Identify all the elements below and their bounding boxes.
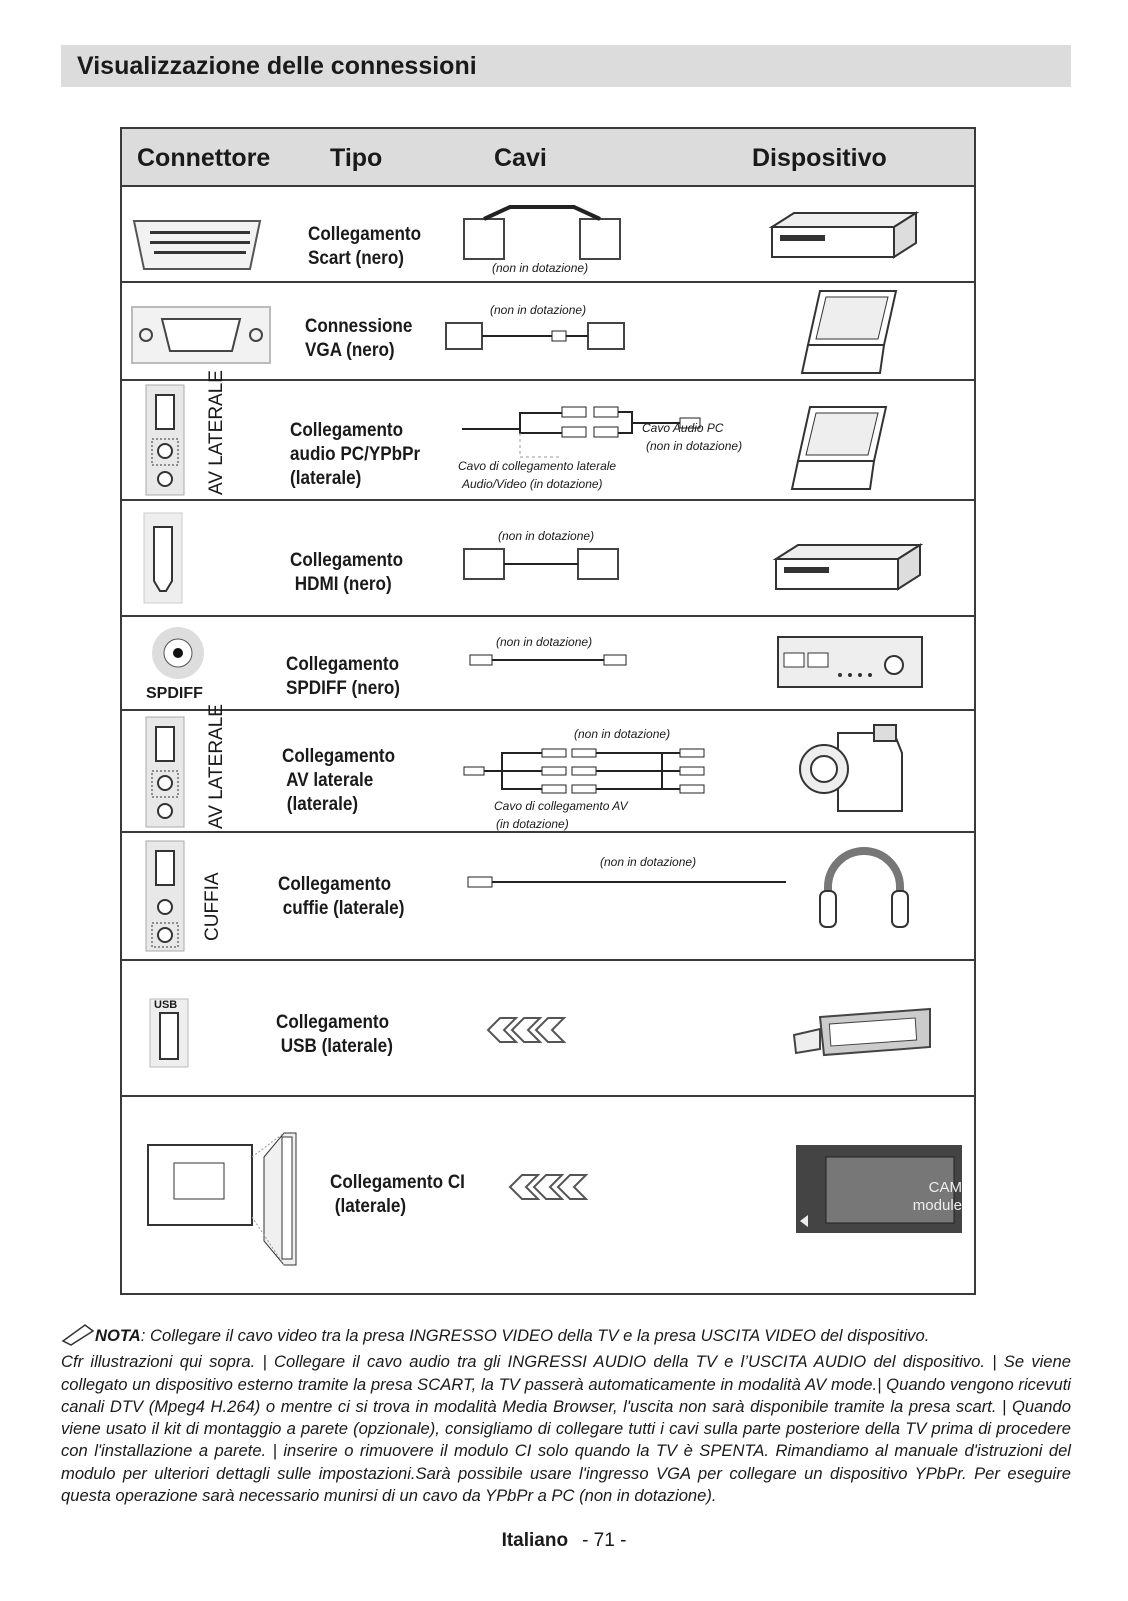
cable-note-c: Cavo di collegamento laterale: [458, 459, 617, 473]
table-row-ci: [122, 1097, 974, 1295]
type-label: Collegamento SPDIFF (nero): [286, 654, 401, 699]
laptop-icon: [790, 405, 890, 497]
page-title-bar: [61, 45, 1071, 87]
header-device: Dispositivo: [752, 144, 887, 172]
cable-note: (non in dotazione): [492, 261, 589, 275]
type-label: Collegamento HDMI (nero): [290, 550, 404, 595]
note-first-text: : Collegare il cavo video tra la presa INGRESSO VIDEO della TV e la presa USCITA VIDEO del dispositivo.: [140, 1326, 930, 1345]
note-first-line: [61, 1323, 1071, 1347]
tv-rear-icon: [144, 1117, 324, 1277]
table-row-hdmi: [122, 501, 974, 617]
av-cable-icon: [462, 741, 742, 801]
table-row-av-side: [122, 704, 974, 833]
side-av-panel-icon: [146, 717, 186, 827]
table-row-scart: [122, 185, 974, 283]
vga-cable-icon: [444, 321, 634, 361]
type-label: Connessione VGA (nero): [305, 316, 413, 361]
spdiff-cable-icon: [464, 651, 644, 671]
table-row-vga: [122, 283, 974, 381]
table-row-audio-pc: [122, 370, 974, 501]
table-header: [122, 129, 974, 187]
note-section: [61, 1323, 1071, 1511]
dvd-player-icon: [770, 211, 920, 261]
hdmi-cable-icon: [462, 547, 632, 587]
cable-note-a: Cavo Audio PC: [642, 421, 724, 435]
table-row-spdiff: [122, 617, 974, 711]
header-cables: Cavi: [494, 144, 547, 172]
hdmi-connector-icon: [144, 513, 184, 605]
cam-module-label: CAM module: [912, 1179, 962, 1214]
note-body: Cfr illustrazioni qui sopra. | Collegare il cavo audio tra gli INGRESSI AUDIO della TV e l’USCITA AUDIO del dispositivo. | Se viene collegato un dispositivo esterno tramite la presa SCART, la TV passerà automaticamente in modalità AV mode.| Quando vengono ricevuti canali DTV (Mpeg4 H.264) o mentre ci si trova in modalità Media Browser, l'uscita non sarà disponibile tramite la presa scart. | Quando viene usato il kit di montaggio a parete (opzionale), consigliamo di collegare tutti i cavi sulla parte posteriore della TV prima di procedere con l'installazione a parete. | inserire o rimuovere il modulo CI solo quando la TV è SPENTA. Rimandiamo al manuale d'istruzioni del modulo per ulteriori dettagli sulle impostazioni.Sarà possibile usare l'ingresso VGA per collegare un dispositivo YPbPr. Per eseguire questa operazione sarà necessario munirsi di un cavo da YPbPr a PC (non in dotazione).: [61, 1352, 1071, 1506]
type-label: Collegamento USB (laterale): [276, 1012, 393, 1057]
footer-language: Italiano: [501, 1530, 569, 1551]
page-footer: [0, 1530, 1128, 1552]
page-number: - 71 -: [582, 1530, 627, 1551]
headphone-cable-icon: [462, 873, 792, 893]
scart-connector-icon: [132, 217, 272, 277]
table-row-usb: [122, 961, 974, 1097]
cable-note: (non in dotazione): [490, 303, 587, 317]
arrow-chevrons-icon: [502, 1173, 592, 1203]
cable-note: (non in dotazione): [600, 855, 697, 869]
side-av-panel-icon: [146, 385, 186, 495]
spdiff-connector-icon: [150, 625, 206, 681]
type-label: Collegamento CI (laterale): [330, 1172, 465, 1217]
dvd-player-icon: [774, 543, 924, 593]
header-type: Tipo: [330, 144, 383, 172]
side-av-panel-icon: [146, 841, 186, 951]
note-label: NOTA: [95, 1326, 141, 1345]
cable-note-d: (in dotazione): [496, 817, 569, 831]
cable-note: (non in dotazione): [498, 529, 595, 543]
type-label: Collegamento audio PC/YPbPr (laterale): [290, 420, 421, 489]
table-row-headphones: [122, 833, 974, 961]
camcorder-icon: [798, 723, 908, 823]
vga-connector-icon: [132, 307, 272, 367]
cable-note: (non in dotazione): [574, 727, 671, 741]
cable-note: (non in dotazione): [496, 635, 593, 649]
page-title: Visualizzazione delle connessioni: [77, 52, 477, 80]
connector-label: USB: [154, 999, 178, 1011]
usb-stick-icon: [790, 1007, 940, 1063]
cable-note-d: Audio/Video (in dotazione): [462, 477, 603, 491]
connector-label: SPDIFF: [146, 685, 203, 702]
cable-note-b: (non in dotazione): [646, 439, 743, 453]
side-label: AV LATERALE: [206, 704, 227, 829]
side-label: CUFFIA: [202, 872, 223, 941]
arrow-chevrons-icon: [480, 1016, 570, 1046]
side-label: AV LATERALE: [206, 370, 227, 495]
scart-cable-icon: [462, 205, 632, 265]
header-connector: Connettore: [137, 144, 271, 172]
pencil-icon: [61, 1323, 95, 1345]
amplifier-icon: [776, 635, 926, 691]
cable-note-c: Cavo di collegamento AV: [494, 799, 628, 813]
connections-table: [120, 127, 976, 1295]
type-label: Collegamento AV laterale (laterale): [282, 746, 396, 815]
laptop-icon: [800, 289, 900, 381]
type-label: Collegamento Scart (nero): [308, 224, 422, 269]
headphones-icon: [814, 843, 914, 933]
type-label: Collegamento cuffie (laterale): [278, 874, 405, 919]
